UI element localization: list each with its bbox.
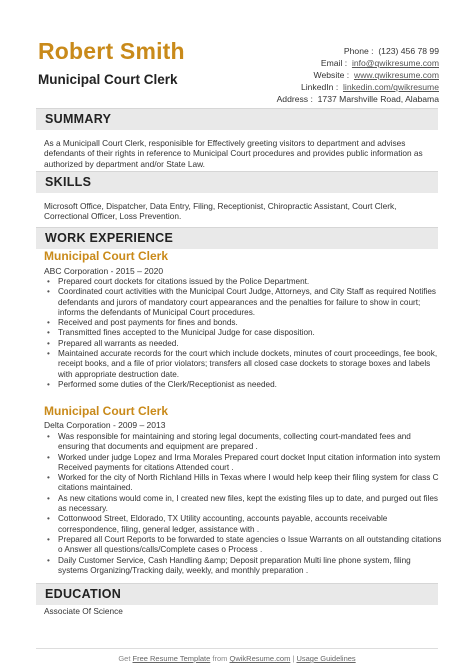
experience-heading: WORK EXPERIENCE: [45, 231, 174, 245]
usage-guidelines-link[interactable]: Usage Guidelines: [296, 654, 356, 663]
footer: Get Free Resume Template from QwikResume.com | Usage Guidelines: [118, 654, 356, 663]
job-2-title: Municipal Court Clerk: [44, 404, 169, 418]
list-item: • Prepared court dockets for citations issued by the Police Department.: [44, 277, 442, 287]
experience-section-header: [36, 227, 438, 249]
skills-text: Microsoft Office, Dispatcher, Data Entry, Filing, Receptionist, Chiropractic Assistant, Court Clerk, Correctional Officer, Loss Prevention.: [44, 201, 397, 222]
summary-section-header: [36, 108, 438, 130]
list-item: • Transmitted fines accepted to the Municipal Judge for case disposition.: [44, 328, 442, 338]
contact-address: [277, 94, 439, 106]
footer-divider: [36, 648, 438, 649]
qwikresume-link[interactable]: QwikResume.com: [229, 654, 291, 663]
list-item: • Coordinated court activities with the Municipal Court Judge, Attorneys, and City Staff as required Notifies defendants and jurors of mandatory court appearances and the penalties for failure to show in court; informs the defendants of Municipal Court procedures.: [44, 287, 442, 318]
job-1-title: Municipal Court Clerk: [44, 249, 169, 263]
list-item: • Cottonwood Street, Eldorado, TX Utility accounting, accounts payable, accounts receivable correspondence, filing, general ledger, assistance with .: [44, 514, 442, 535]
list-item: • Was responsible for maintaining and storing legal documents, collecting court-mandated fees and ensuring that documents and equipment are prepared .: [44, 432, 442, 453]
summary-heading: SUMMARY: [45, 112, 112, 126]
skills-heading: SKILLS: [45, 175, 92, 189]
education-text: Associate Of Science: [44, 606, 123, 616]
linkedin-label: LinkedIn :: [300, 81, 339, 92]
contact-block: [277, 46, 439, 106]
list-item: • Worked for the city of North Richland Hills in Texas where I would help keep their filing system for class C citations maintained.: [44, 473, 442, 494]
job-2-bullets: [44, 432, 442, 576]
contact-linkedin: [277, 82, 439, 94]
list-item: • As new citations would come in, I created new files, kept the existing files up to date, and purged out files as necessary.: [44, 494, 442, 515]
email-label: Email :: [320, 57, 348, 68]
job-title-heading: Municipal Court Clerk: [38, 72, 178, 87]
address-value: 1737 Marshville Road, Alabama: [317, 93, 439, 104]
list-item: • Received and post payments for fines and bonds.: [44, 318, 442, 328]
list-item: • Worked under judge Lopez and Irma Morales Prepared court docket Input citation information into system Received payments for citations Attended court .: [44, 453, 442, 474]
candidate-name: Robert Smith: [38, 38, 185, 64]
list-item: • Performed some duties of the Clerk/Receptionist as needed.: [44, 380, 442, 390]
linkedin-link[interactable]: linkedin.com/qwikresume: [343, 81, 439, 92]
summary-text: As a Municipall Court Clerk, responisible for Effectively greeting visitors to department and advises defendants of their rights in reference to Municipal Court procedures and provides public information as authorized by department and/or State Law.: [44, 138, 423, 169]
email-link[interactable]: info@qwikresume.com: [351, 57, 439, 68]
list-item: • Prepared all Court Reports to be forwarded to state agencies o Issue Warrants on all outstanding citations o Answer all questions/calls/Complete cases o Process .: [44, 535, 442, 556]
education-section-header: [36, 583, 438, 605]
list-item: • Prepared all warrants as needed.: [44, 339, 442, 349]
list-item: • Maintained accurate records for the court which include dockets, minutes of court proceedings, fee book, receipt books, and a file of prior violators; transfers all closed case dockets to storage boxes and labels with appropriate destruction date.: [44, 349, 442, 380]
skills-section-header: [36, 171, 438, 193]
website-label: Website :: [313, 69, 350, 80]
education-heading: EDUCATION: [45, 587, 122, 601]
website-link[interactable]: www.qwikresume.com: [353, 69, 439, 80]
contact-email: [277, 58, 439, 70]
phone-value: (123) 456 78 99: [378, 46, 439, 56]
job-1-bullets: [44, 277, 442, 390]
address-label: Address :: [276, 93, 313, 104]
contact-phone: [277, 46, 439, 58]
free-resume-template-link[interactable]: Free Resume Template: [132, 654, 211, 663]
contact-website: [277, 70, 439, 82]
phone-label: Phone :: [343, 46, 374, 56]
job-2-company: Delta Corporation - 2009 – 2013: [44, 420, 166, 430]
list-item: • Daily Customer Service, Cash Handling &amp; Deposit preparation Multi line phone system, filing systems Organizing/Tracking daily, weekly, and monthly preparation .: [44, 556, 442, 577]
job-1-company: ABC Corporation - 2015 – 2020: [44, 266, 164, 276]
